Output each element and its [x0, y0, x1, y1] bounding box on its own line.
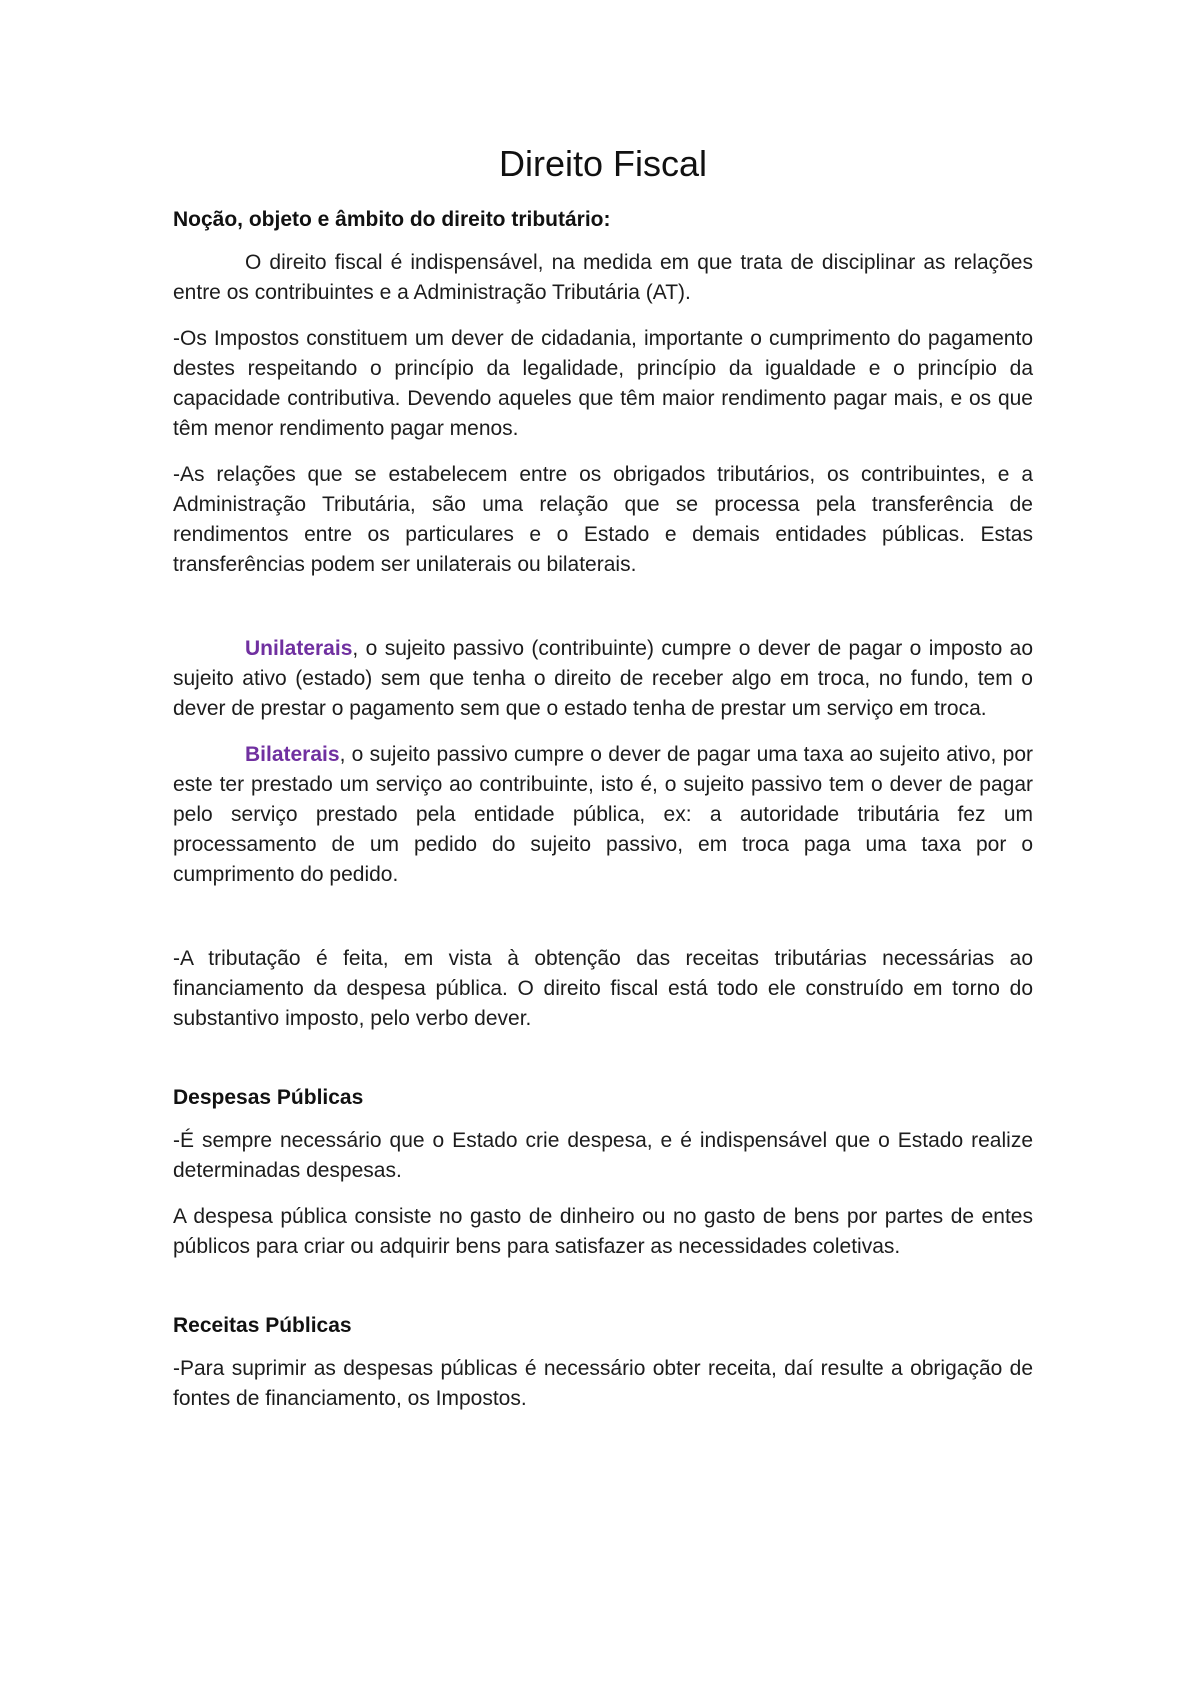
section-heading-nocao: Noção, objeto e âmbito do direito tributário: [173, 208, 611, 231]
paragraph-unilaterais [173, 634, 1033, 724]
spacer [173, 906, 1033, 944]
spacer [173, 596, 1033, 634]
paragraph-despesa-definicao: A despesa pública consiste no gasto de dinheiro ou no gasto de bens por partes de entes públicos para criar ou adquirir bens para satisfazer as necessidades coletivas. [173, 1205, 1033, 1258]
paragraph-receitas: -Para suprimir as despesas públicas é necessário obter receita, daí resulte a obrigação de fontes de financiamento, os Impostos. [173, 1357, 1033, 1410]
document-title: Direito Fiscal [498, 143, 708, 184]
paragraph-despesa-necessaria: -É sempre necessário que o Estado crie despesa, e é indispensável que o Estado realize determinadas despesas. [173, 1129, 1033, 1182]
paragraph-relacoes: -As relações que se estabelecem entre os obrigados tributários, os contribuintes, e a Administração Tributária, são uma relação que se processa pela transferência de rendimentos entre os particulares e o Estado e demais entidades públicas. Estas transferências podem ser unilaterais ou bilaterais. [173, 463, 1033, 576]
section-heading-despesas: Despesas Públicas [173, 1086, 364, 1109]
unilaterais-text: , o sujeito passivo (contribuinte) cumpre o dever de pagar o imposto ao sujeito ativo (estado) sem que tenha o direito de receber algo em troca, no fundo, tem o dever de prestar o pagamento sem que o estado tenha de prestar um serviço em troca. [173, 637, 1033, 720]
section-heading-receitas: Receitas Públicas [173, 1314, 352, 1337]
term-bilaterais: Bilaterais [245, 743, 340, 766]
spacer [173, 1278, 1033, 1312]
paragraph-intro: O direito fiscal é indispensável, na medida em que trata de disciplinar as relações entre os contribuintes e a Administração Tributária (AT). [173, 251, 1033, 304]
paragraph-bilaterais [173, 740, 1033, 890]
term-unilaterais: Unilaterais [245, 637, 353, 660]
paragraph-tributacao: -A tributação é feita, em vista à obtenção das receitas tributárias necessárias ao financiamento da despesa pública. O direito fiscal está todo ele construído em torno do substantivo imposto, pelo verbo dever. [173, 947, 1033, 1030]
bilaterais-text: , o sujeito passivo cumpre o dever de pagar uma taxa ao sujeito ativo, por este ter prestado um serviço ao contribuinte, isto é, o sujeito passivo tem o dever de pagar pelo serviço prestado pela entidade pública, ex: a autoridade tributária fez um processamento de um pedido do sujeito passivo, em troca paga uma taxa por o cumprimento do pedido. [173, 743, 1033, 886]
spacer [173, 1050, 1033, 1084]
document-body [173, 142, 1033, 1430]
paragraph-impostos: -Os Impostos constituem um dever de cidadania, importante o cumprimento do pagamento destes respeitando o princípio da legalidade, princípio da igualdade e o princípio da capacidade contributiva. Devendo aqueles que têm maior rendimento pagar mais, e os que têm menor rendimento pagar menos. [173, 327, 1033, 440]
